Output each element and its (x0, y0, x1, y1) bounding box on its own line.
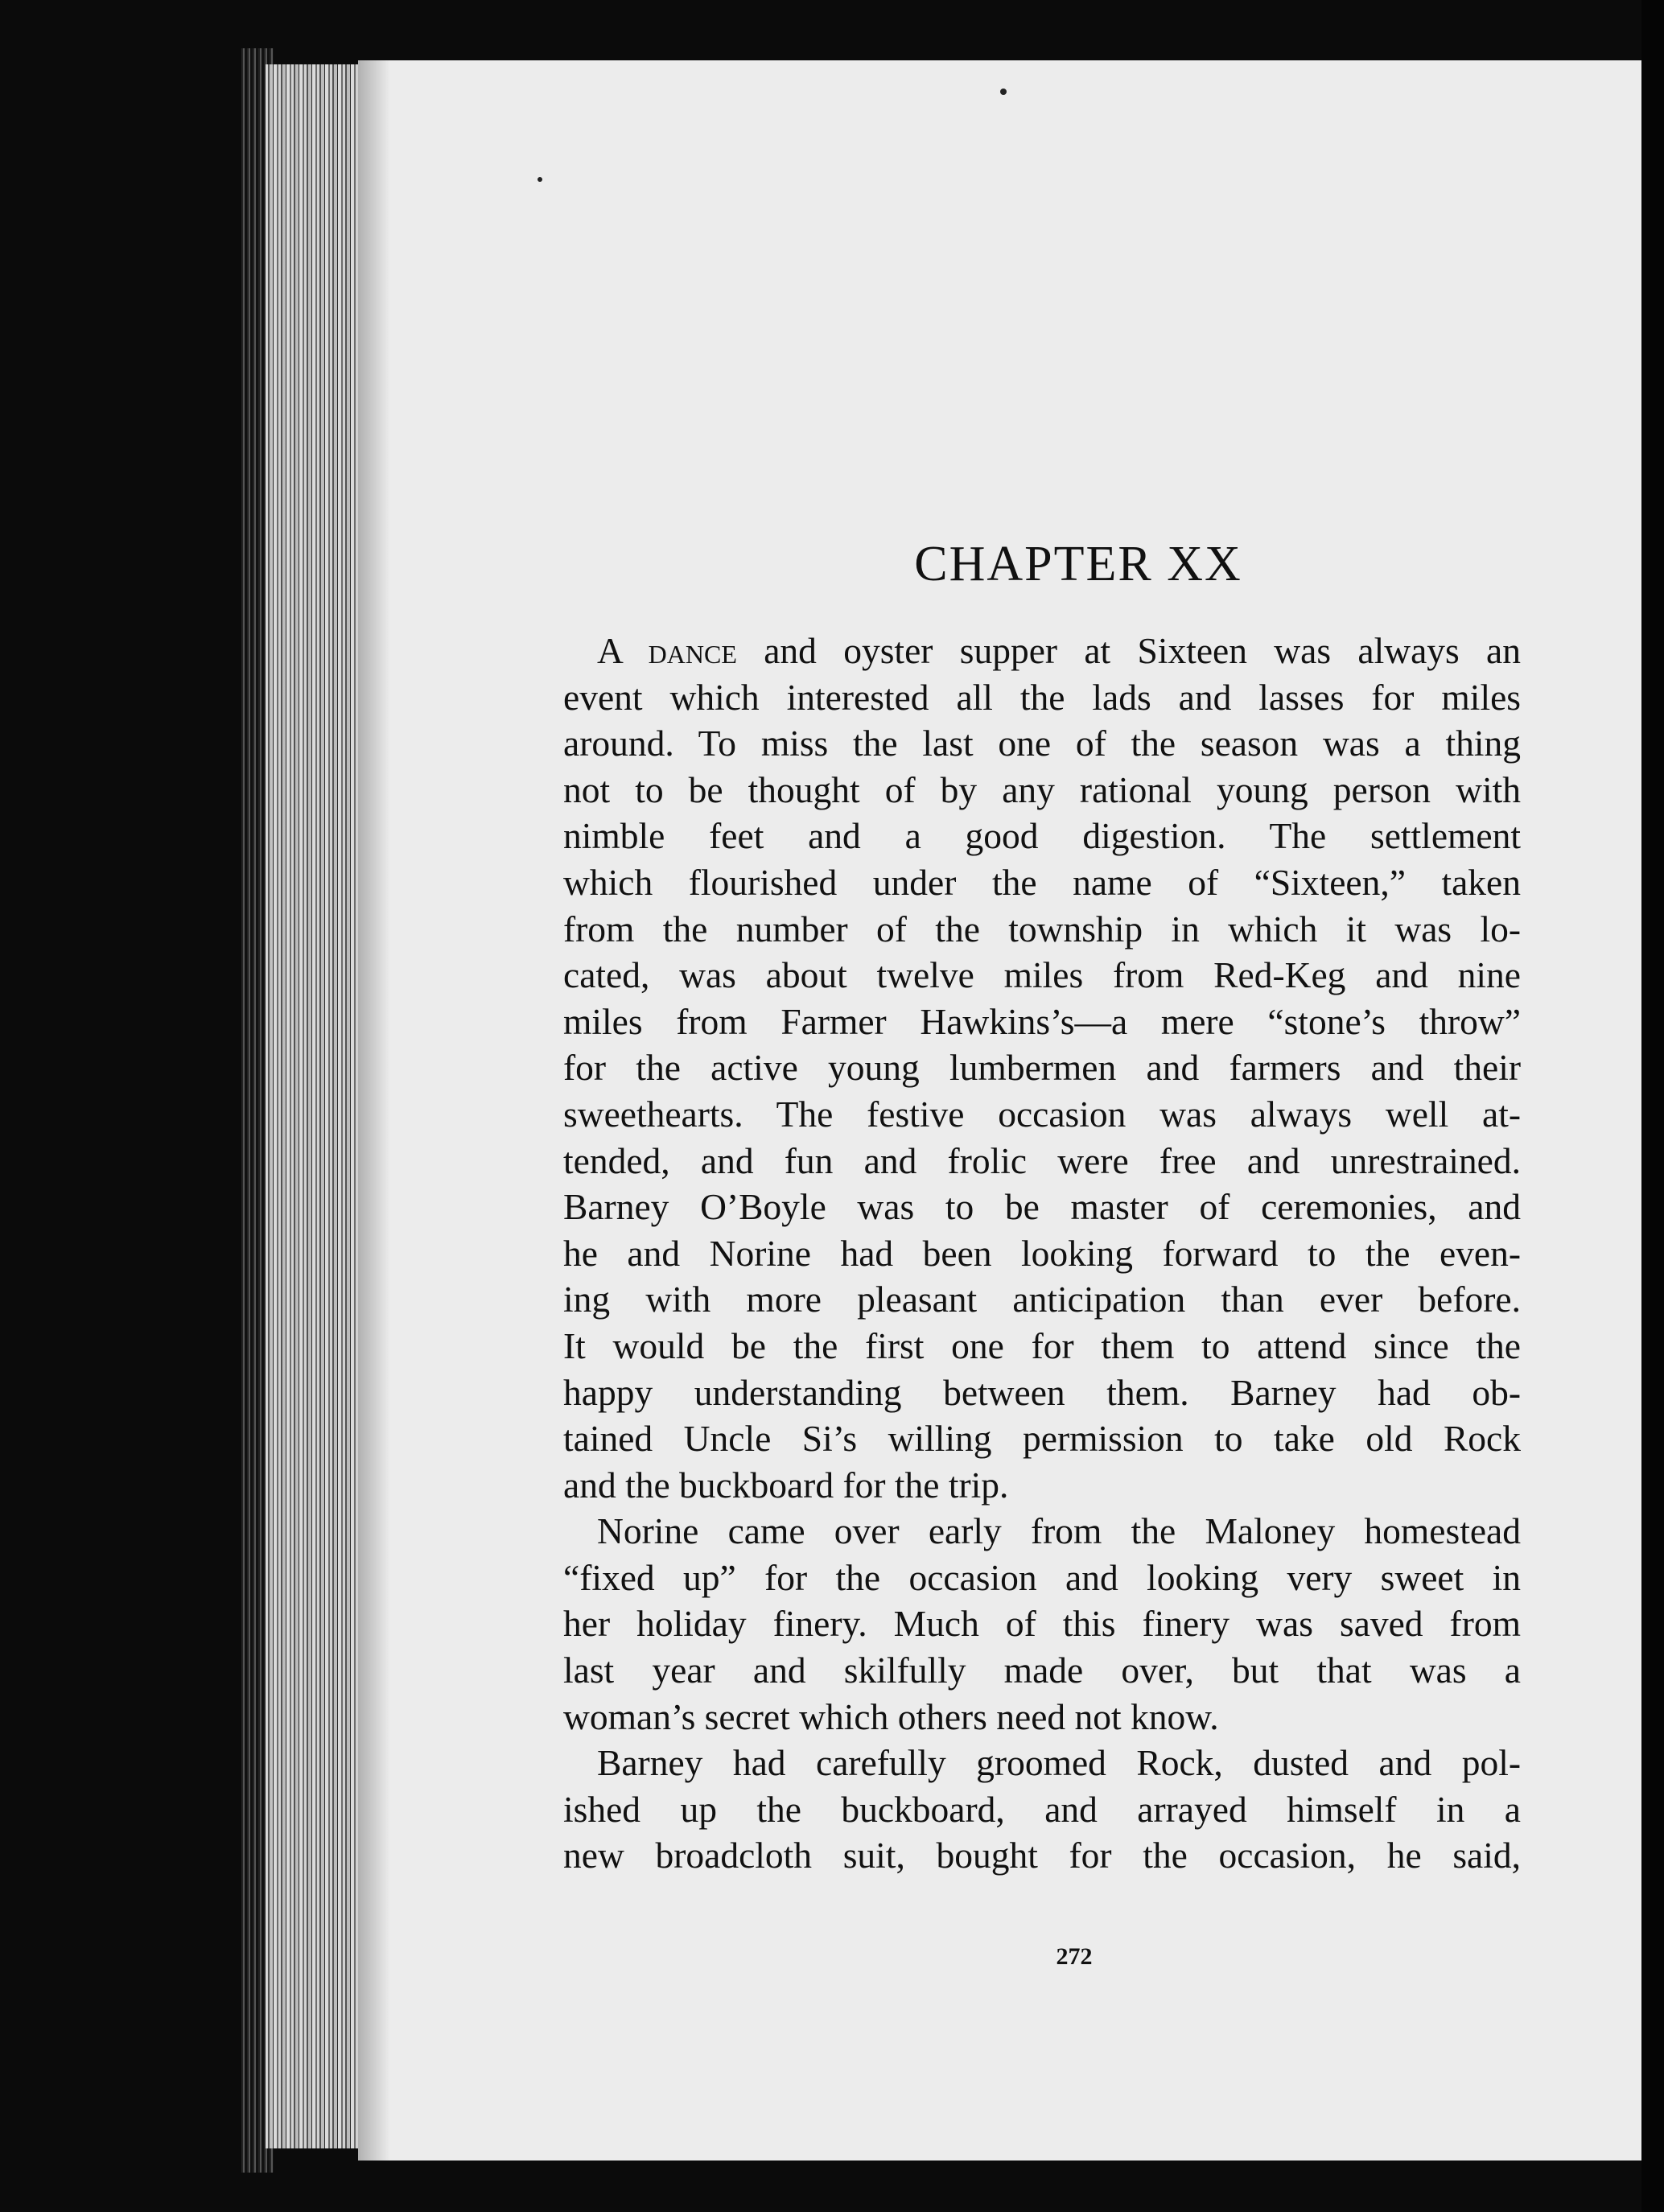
text-line: and the buckboard for the trip. (563, 1464, 1009, 1506)
text-line: Norine came over early from the Maloney homestead (597, 1510, 1521, 1552)
text-line: ished up the buckboard, and arrayed himself in a (563, 1788, 1521, 1830)
paragraph (563, 1508, 1521, 1740)
text-line: for the active young lumbermen and farmers and their (563, 1047, 1521, 1089)
text-line: tained Uncle Si’s willing permission to take old Rock (563, 1418, 1521, 1460)
ink-speck (538, 177, 542, 182)
text-line: A dance and oyster supper at Sixteen was always an (597, 630, 1521, 671)
text-line: event which interested all the lads and lasses for miles (563, 676, 1521, 718)
body-text (563, 628, 1521, 1879)
paragraph (563, 628, 1521, 1508)
text-line: nimble feet and a good digestion. The settlement (563, 815, 1521, 857)
text-line: around. To miss the last one of the season was a thing (563, 723, 1521, 764)
text-line: “fixed up” for the occasion and looking very sweet in (563, 1556, 1521, 1598)
text-line: new broadcloth suit, bought for the occasion, he said, (563, 1835, 1521, 1876)
text-line: last year and skilfully made over, but that was a (563, 1650, 1521, 1691)
book-page-edges (266, 64, 362, 2148)
text-line: he and Norine had been looking forward to the even- (563, 1232, 1521, 1274)
text-line: not to be thought of by any rational young person with (563, 768, 1521, 810)
text-line: miles from Farmer Hawkins’s—a mere “stone’s throw” (563, 1000, 1521, 1042)
text-line: Barney had carefully groomed Rock, dusted and pol- (597, 1742, 1521, 1784)
text-line: which flourished under the name of “Sixteen,” taken (563, 861, 1521, 903)
text-line: cated, was about twelve miles from Red-Keg and nine (563, 954, 1521, 996)
text-line: tended, and fun and frolic were free and unrestrained. (563, 1139, 1521, 1181)
text-line: her holiday finery. Much of this finery was saved from (563, 1603, 1521, 1645)
page-gutter-shadow (358, 60, 390, 2161)
ink-speck (1000, 89, 1007, 95)
text-line: Barney O’Boyle was to be master of ceremonies, and (563, 1186, 1521, 1228)
scan-border-right (1641, 0, 1664, 2212)
text-line: from the number of the township in which it was lo- (563, 908, 1521, 949)
chapter-heading: CHAPTER XX (914, 537, 1242, 591)
text-line: woman’s secret which others need not know. (563, 1695, 1219, 1737)
text-line: sweethearts. The festive occasion was always well at- (563, 1093, 1521, 1135)
page-number: 272 (1056, 1943, 1093, 1970)
paragraph (563, 1740, 1521, 1879)
text-line: ing with more pleasant anticipation than ever before. (563, 1279, 1521, 1320)
text-line: It would be the first one for them to attend since the (563, 1324, 1521, 1366)
text-line: happy understanding between them. Barney had ob- (563, 1371, 1521, 1413)
